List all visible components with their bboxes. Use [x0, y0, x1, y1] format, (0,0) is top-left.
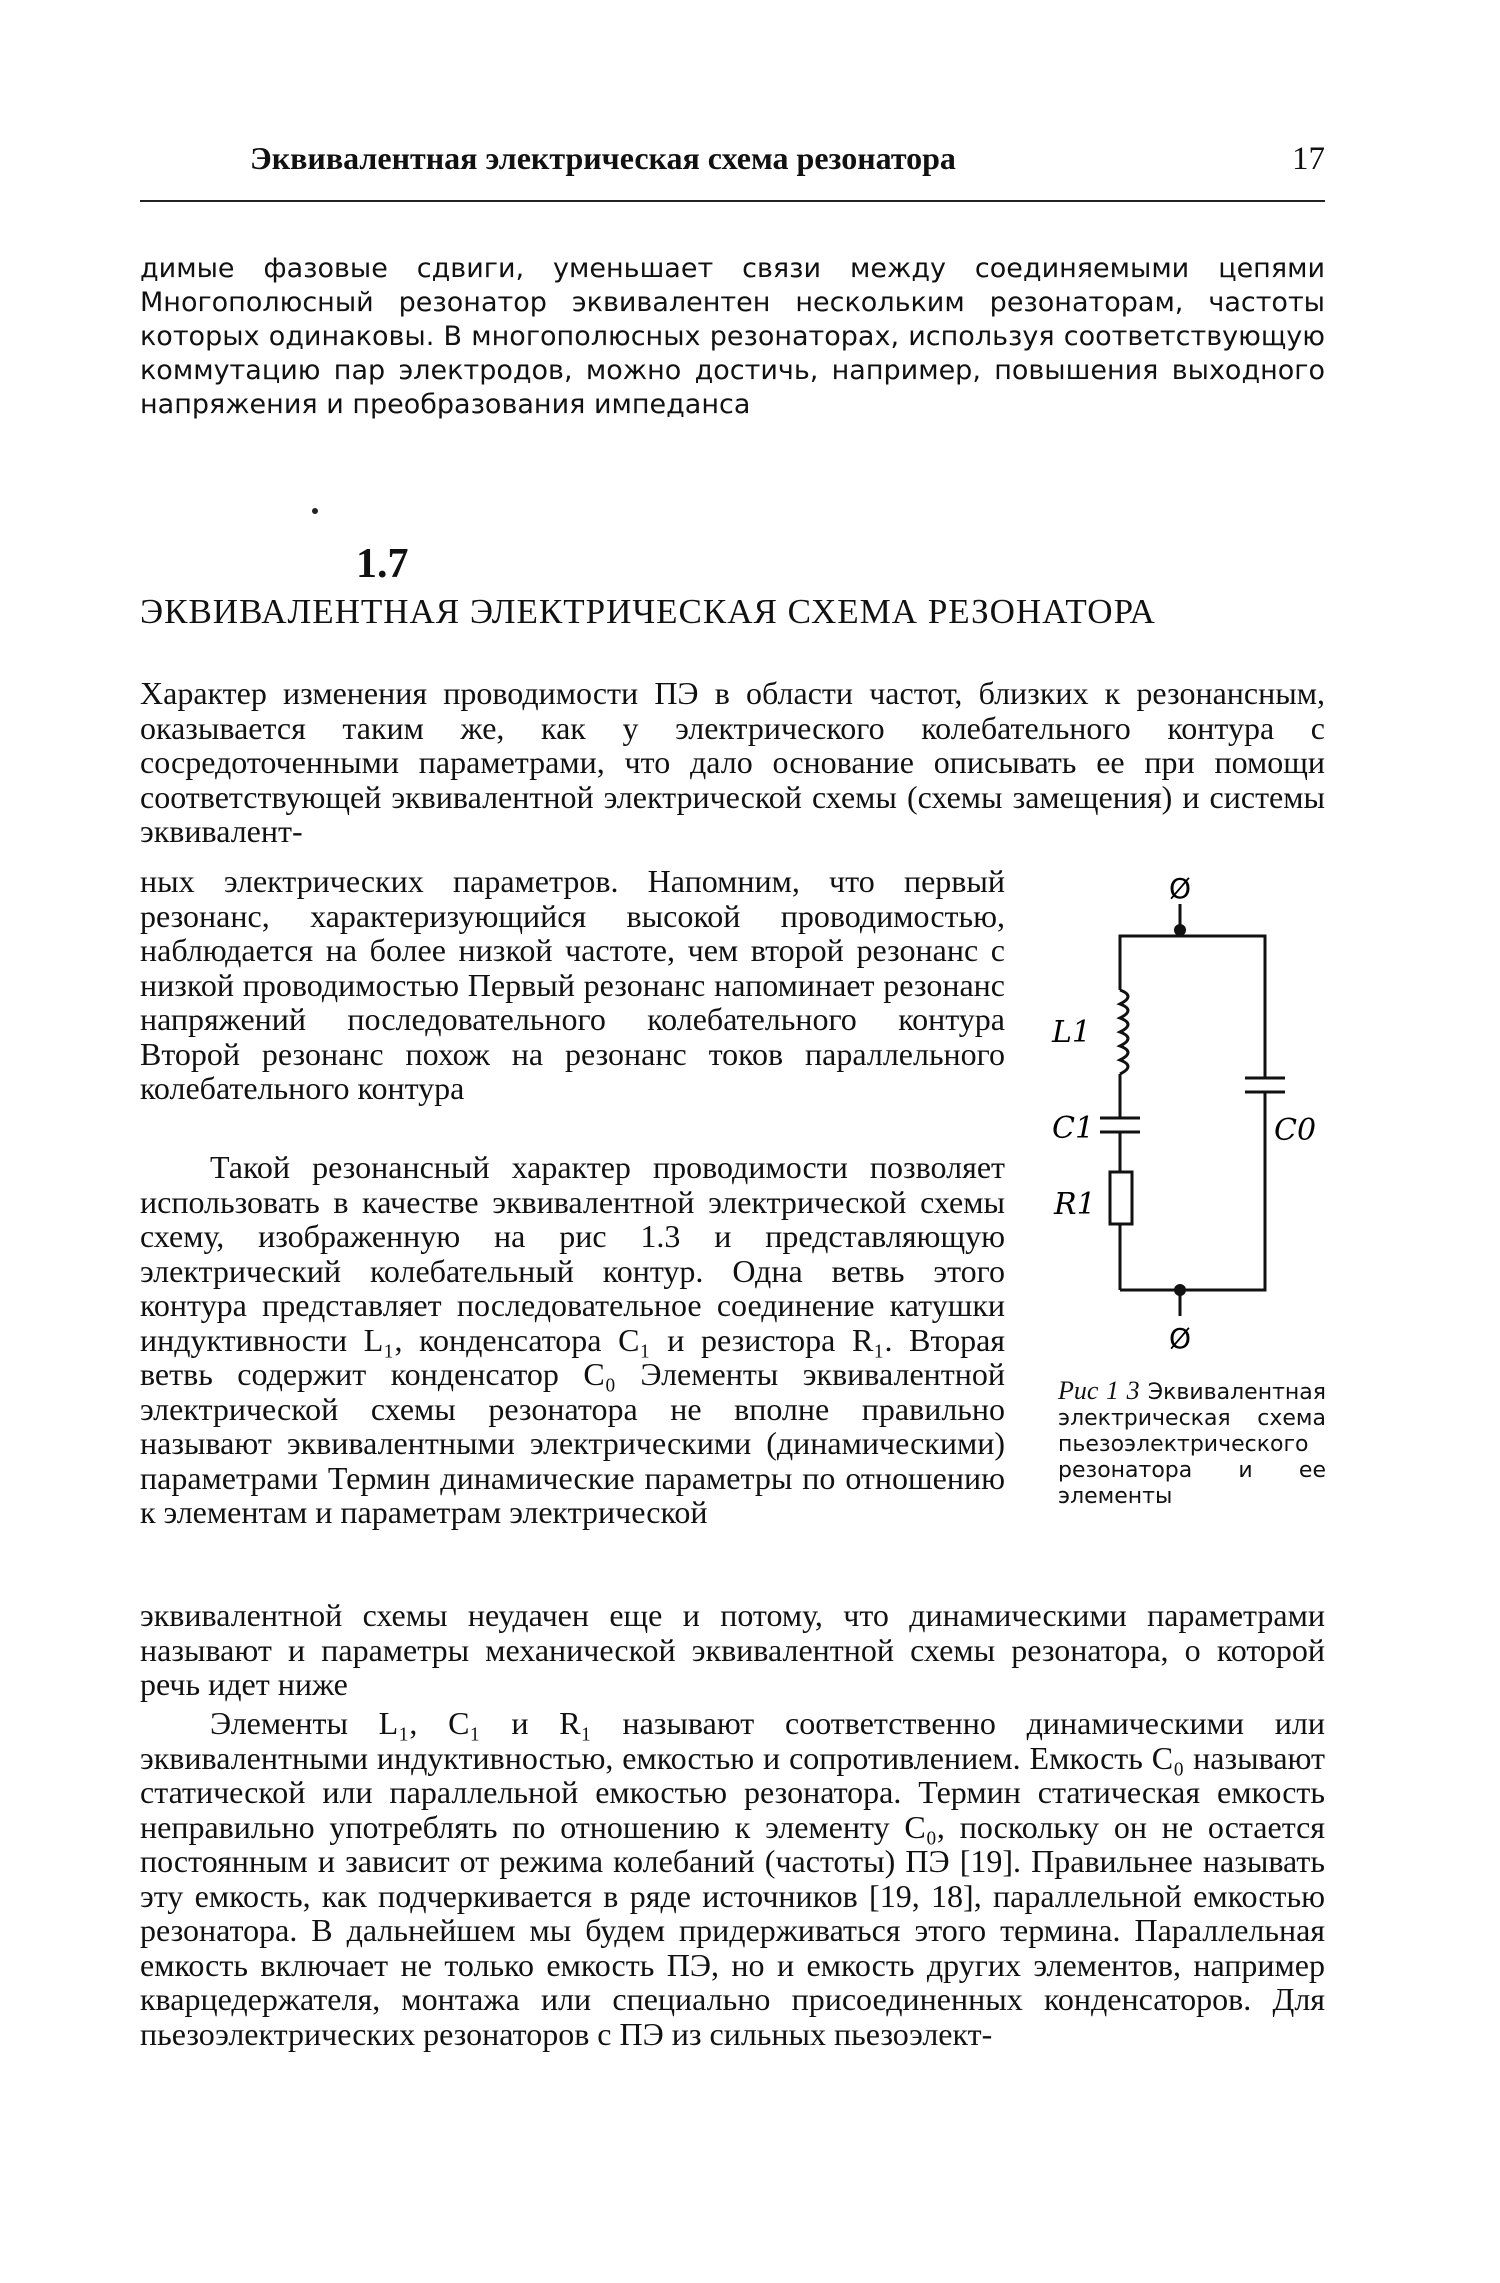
circuit-diagram	[1030, 870, 1330, 1370]
intro-paragraph: димые фазовые сдвиги, уменьшает связи между соединяемыми цепями Многополюсный резонатор эквивалентен нескольким резонаторам, частоты которых одинаковы. В многополюсных резонаторах, используя соответствующую коммутацию пар электродов, можно достичь, например, повышения выходного напряжения и преобразования импеданса	[140, 253, 1325, 420]
bottom-wire	[1120, 1092, 1265, 1290]
label-l1: L1	[1052, 1015, 1092, 1050]
label-c1: C1	[1052, 1111, 1095, 1146]
header-rule	[140, 200, 1325, 202]
resistor-r1	[1110, 1172, 1132, 1224]
running-head	[250, 140, 1325, 190]
terminal-bottom-label: Ø	[1168, 1322, 1192, 1355]
paragraph-1-full: Характер изменения проводимости ПЭ в области частот, близких к резонансным, оказывается таким же, как у электрического колебательного контура с сосредоточенными параметрами, что дало основание описывать ее при помощи соответствующей эквивалентной электрической схемы (схемы замещения) и системы эквивалент-	[140, 675, 1325, 849]
terminal-top-label: Ø	[1168, 872, 1192, 905]
top-node	[1174, 924, 1186, 936]
figure-equivalent-circuit	[1030, 870, 1330, 1370]
paragraph-1-wrapped: ных электрических параметров. Напомним, что первый резонанс, характеризующийся высокой проводимостью, наблюдается на более низкой частоте, чем второй резонанс с низкой проводимостью Первый резонанс напоминает резонанс напряжений последовательного колебательного контура Второй резонанс похож на резонанс токов параллельного колебательного контура	[140, 863, 1005, 1106]
top-wire	[1120, 936, 1265, 1078]
section-number: 1.7	[356, 541, 409, 587]
figure-caption	[1058, 1378, 1326, 1510]
label-r1: R1	[1054, 1187, 1096, 1222]
running-title: Эквивалентная электрическая схема резонатора	[250, 140, 956, 176]
caption-label: Рис 1 3	[1058, 1376, 1140, 1405]
page-number: 17	[1292, 141, 1325, 177]
paragraph-2-wrapped: Такой резонансный характер проводимости позволяет использовать в качестве эквивалентной электрической схемы схему, изображенную на рис 1.3 и представляющую электрический колебательный контур. Одна ветвь этого контура представляет последовательное соединение катушки индуктивности L₁, конденсатора C₁ и резистора R₁. Вторая ветвь содержит конденсатор C₀ Элементы эквивалентной электрической схемы резонатора не вполне правильно называют эквивалентными электрическими (динамическими) параметрами Термин динамические параметры по отношению к элементам и параметрам электрической	[140, 1149, 1005, 1530]
section-title: ЭКВИВАЛЕНТНАЯ ЭЛЕКТРИЧЕСКАЯ СХЕМА РЕЗОНАТОРА	[140, 592, 1156, 631]
caption-text: Эквивалентная электрическая схема пьезоэлектрического резонатора и ее элементы	[1058, 1380, 1327, 1509]
paragraph-2-full: эквивалентной схемы неудачен еще и потому, что динамическими параметрами называют и параметры механической эквивалентной схемы резонатора, о которой речь идет ниже	[140, 1597, 1325, 1702]
inductor-l1	[1120, 990, 1128, 1074]
label-c0: C0	[1274, 1113, 1317, 1148]
paragraph-3: Элементы L₁, C₁ и R₁ называют соответственно динамическими или эквивалентными индуктивностью, емкостью и сопротивлением. Емкость C₀ называют статической или параллельной емкостью резонатора. Термин статическая емкость неправильно употреблять по отношению к элементу C₀, поскольку он не остается постоянным и зависит от режима колебаний (частоты) ПЭ [19]. Правильнее называть эту емкость, как подчеркивается в ряде источников [19, 18], параллельной емкостью резонатора. В дальнейшем мы будем придерживаться этого термина. Параллельная емкость включает не только емкость ПЭ, но и емкость других элементов, например кварцедержателя, монтажа или специально присоединенных конденсаторов. Для пьезоэлектрических резонаторов с ПЭ из сильных пьезоэлект-	[140, 1705, 1325, 2052]
decorative-dot	[312, 508, 318, 514]
